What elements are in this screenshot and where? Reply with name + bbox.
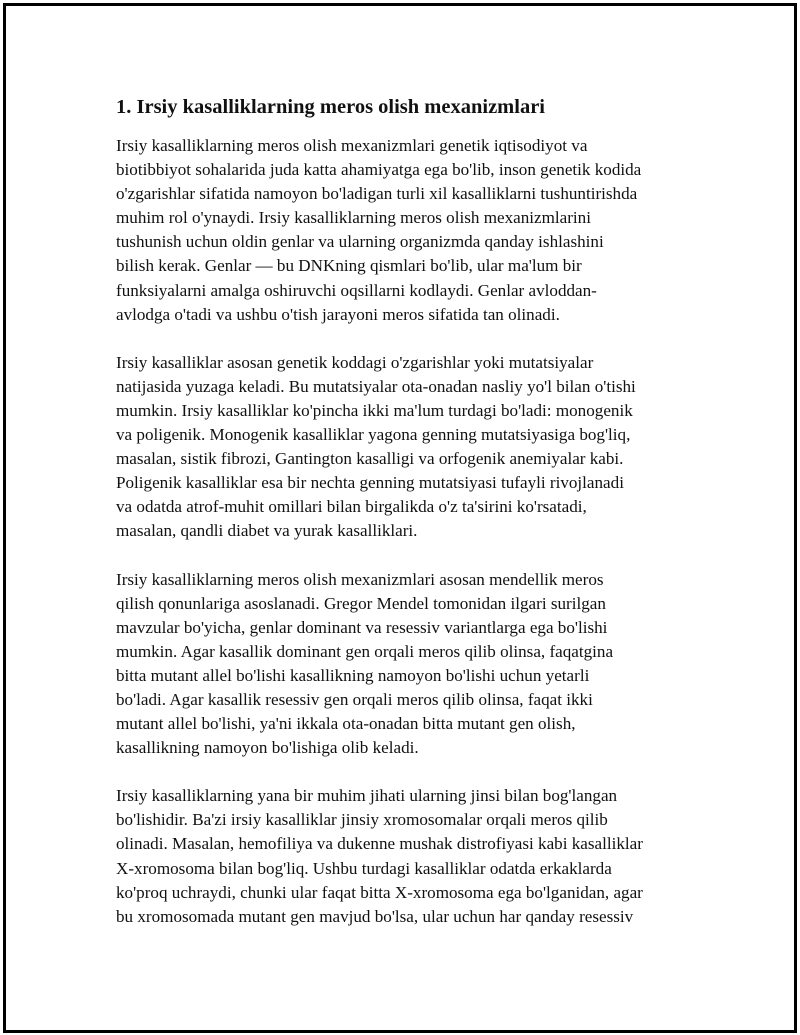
paragraph-line: Poligenik kasalliklar esa bir nechta genning mutatsiyasi tufayli rivojlanadi bbox=[116, 473, 624, 493]
paragraph-4 bbox=[116, 784, 696, 929]
paragraph-line: mumkin. Agar kasallik dominant gen orqali meros qilib olinsa, faqatgina bbox=[116, 641, 614, 661]
paragraph-line: mavzular bo'yicha, genlar dominant va resessiv variantlarga ega bo'lishi bbox=[116, 617, 608, 637]
paragraph-line: kasallikning namoyon bo'lishiga olib keladi. bbox=[116, 738, 419, 758]
paragraph-line: muhim rol o'ynaydi. Irsiy kasalliklarning meros olish mexanizmlarini bbox=[116, 208, 591, 228]
paragraph-line: funksiyalarni amalga oshiruvchi oqsillarni kodlaydi. Genlar avloddan- bbox=[116, 280, 597, 300]
paragraph-1 bbox=[116, 134, 696, 327]
paragraph-line: mutant allel bo'lishi, ya'ni ikkala ota-onadan bitta mutant gen olish, bbox=[116, 714, 576, 734]
paragraph-line: va odatda atrof-muhit omillari bilan birgalikda o'z ta'sirini ko'rsatadi, bbox=[116, 497, 587, 517]
paragraph-line: Irsiy kasalliklarning meros olish mexanizmlari asosan mendellik meros bbox=[116, 569, 604, 589]
paragraph-2 bbox=[116, 351, 696, 544]
paragraph-line: X-xromosoma bilan bog'liq. Ushbu turdagi kasalliklar odatda erkaklarda bbox=[116, 858, 612, 878]
paragraph-line: bo'lishidir. Ba'zi irsiy kasalliklar jinsiy xromosomalar orqali meros qilib bbox=[116, 810, 608, 830]
paragraph-line: biotibbiyot sohalarida juda katta ahamiyatga ega bo'lib, inson genetik kodida bbox=[116, 160, 642, 180]
paragraph-line: mumkin. Irsiy kasalliklar ko'pincha ikki ma'lum turdagi bo'ladi: monogenik bbox=[116, 400, 633, 420]
paragraph-line: bilish kerak. Genlar — bu DNKning qismlari bo'lib, ular ma'lum bir bbox=[116, 256, 582, 276]
paragraph-3 bbox=[116, 568, 696, 761]
paragraph-line: ko'proq uchraydi, chunki ular faqat bitta X-xromosoma ega bo'lganidan, agar bbox=[116, 882, 643, 902]
paragraph-line: bo'ladi. Agar kasallik resessiv gen orqali meros qilib olinsa, faqat ikki bbox=[116, 689, 593, 709]
paragraph-line: Irsiy kasalliklar asosan genetik koddagi o'zgarishlar yoki mutatsiyalar bbox=[116, 352, 594, 372]
paragraph-line: va poligenik. Monogenik kasalliklar yagona genning mutatsiyasiga bog'liq, bbox=[116, 425, 631, 445]
paragraph-line: masalan, qandli diabet va yurak kasalliklari. bbox=[116, 521, 418, 541]
paragraph-line: qilish qonunlariga asoslanadi. Gregor Mendel tomonidan ilgari surilgan bbox=[116, 593, 606, 613]
paragraph-line: o'zgarishlar sifatida namoyon bo'ladigan turli xil kasalliklarni tushuntirishda bbox=[116, 184, 638, 204]
document-body bbox=[116, 93, 696, 953]
paragraph-line: masalan, sistik fibrozi, Gantington kasalligi va orfogenik anemiyalar kabi. bbox=[116, 449, 624, 469]
paragraph-line: bu xromosomada mutant gen mavjud bo'lsa, ular uchun har qanday resessiv bbox=[116, 906, 634, 926]
paragraph-line: Irsiy kasalliklarning meros olish mexanizmlari genetik iqtisodiyot va bbox=[116, 136, 588, 155]
paragraph-line: avlodga o'tadi va ushbu o'tish jarayoni meros sifatida tan olinadi. bbox=[116, 304, 560, 324]
section-heading: 1. Irsiy kasalliklarning meros olish mexanizmlari bbox=[116, 96, 545, 118]
paragraph-line: bitta mutant allel bo'lishi kasallikning namoyon bo'lishi uchun yetarli bbox=[116, 665, 590, 685]
paragraph-line: Irsiy kasalliklarning yana bir muhim jihati ularning jinsi bilan bog'langan bbox=[116, 786, 618, 806]
paragraph-line: olinadi. Masalan, hemofiliya va dukenne mushak distrofiyasi kabi kasalliklar bbox=[116, 834, 643, 854]
paragraph-line: tushunish uchun oldin genlar va ularning organizmda qanday ishlashini bbox=[116, 232, 604, 252]
paragraph-line: natijasida yuzaga keladi. Bu mutatsiyalar ota-onadan nasliy yo'l bilan o'tishi bbox=[116, 376, 636, 396]
